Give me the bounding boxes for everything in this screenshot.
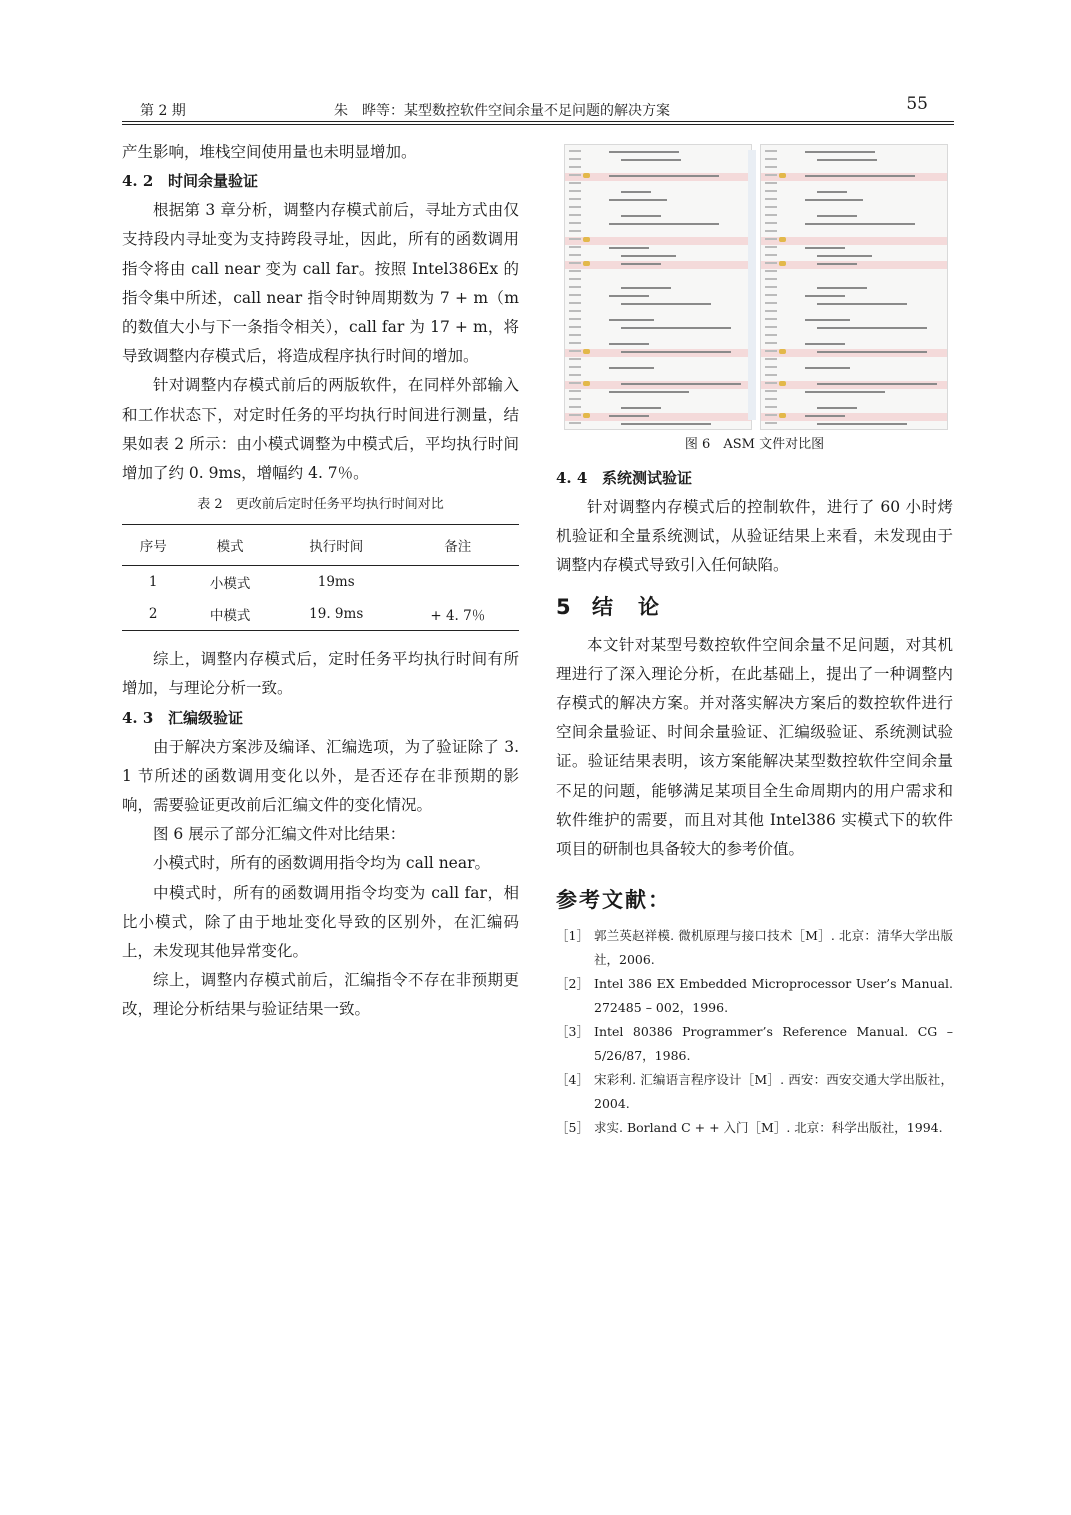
code-text-mark [621,407,661,409]
asm-compare-figure [564,144,949,428]
code-text-mark [621,383,741,385]
code-text-mark [609,199,667,201]
code-text-mark [805,367,850,369]
code-line [565,189,751,197]
code-line [761,205,947,213]
code-line [565,317,751,325]
left-column [122,138,519,1025]
code-line [565,229,751,237]
code-line [565,269,751,277]
code-line [565,213,751,221]
section-number: 4. 4 [556,469,588,487]
line-number-mark [765,174,777,176]
line-number-mark [765,246,777,248]
line-number-mark [765,254,777,256]
code-line [761,165,947,173]
line-number-mark [765,390,777,392]
reference-item [556,924,953,972]
code-line [761,421,947,429]
asm-file-pane-small-model [564,144,752,430]
table-cell [397,566,519,599]
line-number-mark [569,150,581,152]
line-number-mark [765,182,777,184]
code-text-mark [621,215,661,217]
code-line [565,309,751,317]
code-line [565,413,751,421]
section-title: 汇编级验证 [168,708,244,727]
diff-marker-icon [779,261,786,266]
code-text-mark [609,415,649,417]
code-text-mark [817,191,847,193]
code-line [761,317,947,325]
code-line [761,373,947,381]
line-number-mark [569,382,581,384]
code-line [565,285,751,293]
reference-number: ［4］ [556,1072,589,1088]
line-number-mark [569,310,581,312]
line-number-mark [569,374,581,376]
code-text-mark [805,295,845,297]
table-cell: 1 [148,574,158,591]
reference-item [556,1116,953,1140]
code-line [761,181,947,189]
code-text-mark [609,247,649,249]
code-line [565,349,751,357]
line-number-mark [765,366,777,368]
section-number: 4. 3 [122,708,154,727]
code-text-mark [609,223,719,225]
line-number-mark [765,150,777,152]
code-text-mark [805,199,863,201]
line-number-mark [765,158,777,160]
paragraph: 图 6 展示了部分汇编文件对比结果： [153,825,406,844]
table-header-cell: 模式 [184,525,275,566]
code-text-mark [609,367,654,369]
code-line [761,173,947,181]
code-line [761,213,947,221]
line-number-mark [569,390,581,392]
code-line [761,293,947,301]
code-text-mark [609,151,679,153]
code-text-mark [805,175,915,177]
line-number-mark [765,214,777,216]
reference-text: 宋彩利. 汇编语言程序设计［M］. 西安：西安交通大学出版社，2004. [594,1072,953,1112]
code-text-mark [621,327,731,329]
code-line [761,309,947,317]
line-number-mark [569,198,581,200]
diff-marker-icon [779,237,786,242]
code-line [565,341,751,349]
line-number-mark [765,334,777,336]
paragraph: 本文针对某型号数控软件空间余量不足问题，对其机理进行了深入理论分析，在此基础上，提出了一种调整内存模式的解决方案。并对落实解决方案后的数控软件进行空间余量验证、时间余量验证、汇编级验证、系统测试验证。验证结果表明，该方案能解决某型数控软件空间余量不足的问题，能够满足某项目全生命周期内的用户需求和软件维护的需要，而且对其他 Intel386 实模式下的软件项目的研制也具备较大的参考价值。 [556,635,953,859]
diff-marker-icon [779,349,786,354]
line-number-mark [765,326,777,328]
diff-marker-icon [583,237,590,242]
code-line [565,173,751,181]
code-line [761,253,947,261]
references-heading: 参考文献： [556,888,671,913]
line-number-mark [569,286,581,288]
code-text-mark [817,407,857,409]
diff-marker-icon [779,413,786,418]
scrollbar [748,150,756,420]
table-row [122,598,519,631]
line-number-mark [569,262,581,264]
line-number-mark [569,222,581,224]
code-line [565,149,751,157]
table-cell: 中模式 [184,598,275,631]
code-line [761,381,947,389]
code-line [565,389,751,397]
diff-marker-icon [583,261,590,266]
code-line [761,389,947,397]
paragraph: 针对调整内存模式后的控制软件，进行了 60 小时烤机验证和全量系统测试，从验证结果上来看，未发现由于调整内存模式导致引入任何缺陷。 [556,498,953,575]
code-text-mark [805,151,875,153]
page-number: 55 [906,94,928,114]
line-number-mark [569,238,581,240]
code-line [565,181,751,189]
code-line [565,261,751,269]
line-number-mark [569,414,581,416]
right-column [556,142,953,1140]
section-heading-4-3 [122,704,519,733]
line-number-mark [569,350,581,352]
code-line [761,357,947,365]
code-line [565,333,751,341]
code-line [761,277,947,285]
reference-number: ［2］ [556,976,589,992]
code-line [565,165,751,173]
code-line [565,421,751,429]
code-text-mark [817,255,872,257]
line-number-mark [569,190,581,192]
section-title: 系统测试验证 [602,469,693,487]
header-rule [122,121,954,122]
code-line [761,237,947,245]
code-line [761,221,947,229]
section-heading-5 [556,589,953,625]
code-text-mark [609,391,689,393]
code-text-mark [817,215,857,217]
code-text-mark [817,287,867,289]
code-line [761,413,947,421]
table-cell: 19ms [317,574,355,591]
line-number-mark [765,198,777,200]
line-number-mark [569,174,581,176]
paragraph: 小模式时，所有的函数调用指令均为 call near。 [153,854,490,873]
code-line [565,325,751,333]
code-line [565,301,751,309]
issue-label: 第 2 期 [140,103,186,119]
code-line [761,197,947,205]
code-text-mark [817,423,907,425]
table-cell: 19. 9ms [276,598,397,631]
code-line [565,397,751,405]
running-title: 朱 晔等：某型数控软件空间余量不足问题的解决方案 [334,103,670,119]
reference-text: 求实. Borland C + + 入门［M］. 北京：科学出版社，1994. [594,1120,943,1136]
line-number-mark [765,206,777,208]
line-number-mark [569,214,581,216]
header-rule-thin [122,124,954,125]
reference-list [556,924,953,1140]
code-line [761,229,947,237]
line-number-mark [569,166,581,168]
code-text-mark [805,415,845,417]
code-line [565,277,751,285]
reference-text: Intel 386 EX Embedded Microprocessor User’s Manual. 272485 – 002，1996. [594,976,953,1016]
code-line [761,245,947,253]
line-number-mark [569,318,581,320]
table-cell: 2 [122,598,184,631]
code-line [565,373,751,381]
line-number-mark [569,294,581,296]
code-text-mark [621,423,711,425]
table-header-cell: 执行时间 [276,525,397,566]
line-number-mark [765,238,777,240]
section-number: 5 [556,594,573,619]
paragraph: 针对调整内存模式前后的两版软件，在同样外部输入和工作状态下，对定时任务的平均执行时间进行测量，结果如表 2 所示：由小模式调整为中模式后，平均执行时间增加了约 0. 9ms，增幅约 4. 7％。 [122,376,519,483]
code-line [565,357,751,365]
code-text-mark [621,351,731,353]
table-cell: 小模式 [209,576,251,593]
code-text-mark [805,247,845,249]
table-row [122,566,519,599]
line-number-mark [765,318,777,320]
line-number-mark [765,270,777,272]
code-line [761,269,947,277]
paragraph: 由于解决方案涉及编译、汇编选项，为了验证除了 3. 1 节所述的函数调用变化以外，是否还存在非预期的影响，需要验证更改前后汇编文件的变化情况。 [122,737,519,815]
code-line [761,157,947,165]
reference-number: ［3］ [556,1024,589,1040]
line-number-mark [765,310,777,312]
line-number-mark [569,326,581,328]
reference-text: 郭兰英赵祥模. 微机原理与接口技术［M］. 北京：清华大学出版社，2006. [594,928,953,968]
reference-item [556,1068,953,1116]
line-number-mark [569,406,581,408]
code-line [565,221,751,229]
line-number-mark [569,302,581,304]
code-text-mark [609,319,654,321]
code-text-mark [805,223,915,225]
line-number-mark [765,422,777,424]
line-number-mark [569,366,581,368]
code-line [761,365,947,373]
code-text-mark [817,263,857,265]
line-number-mark [569,334,581,336]
section-title: 结 论 [592,594,661,619]
diff-marker-icon [583,349,590,354]
diff-marker-icon [583,413,590,418]
code-text-mark [621,191,651,193]
line-number-mark [569,206,581,208]
line-number-mark [765,222,777,224]
line-number-mark [569,230,581,232]
diff-marker-icon [779,173,786,178]
line-number-mark [569,270,581,272]
code-text-mark [805,391,885,393]
paragraph: 综上，调整内存模式前后，汇编指令不存在非预期更改，理论分析结果与验证结果一致。 [122,971,519,1019]
line-number-mark [765,302,777,304]
running-header [122,96,954,120]
line-number-mark [765,350,777,352]
section-heading-4-2 [122,167,519,196]
code-text-mark [817,351,927,353]
code-line [565,245,751,253]
paragraph: 产生影响，堆栈空间使用量也未明显增加。 [122,143,417,161]
table-header-cell: 序号 [122,525,184,566]
code-line [761,333,947,341]
line-number-mark [765,382,777,384]
line-number-mark [569,422,581,424]
code-line [565,237,751,245]
results-table [122,524,519,631]
section-title: 时间余量验证 [168,172,259,191]
line-number-mark [569,158,581,160]
code-text-mark [817,159,877,161]
paragraph: 中模式时，所有的函数调用指令均变为 call far，相比小模式，除了由于地址变化导致的区别外，在汇编码上，未发现其他异常变化。 [122,883,519,961]
reference-number: ［1］ [556,928,589,944]
diff-marker-icon [583,381,590,386]
code-text-mark [817,383,937,385]
line-number-mark [765,286,777,288]
line-number-mark [765,262,777,264]
code-line [761,301,947,309]
code-line [761,189,947,197]
code-line [761,325,947,333]
code-line [565,157,751,165]
line-number-mark [765,406,777,408]
section-number: 4. 2 [122,172,154,191]
code-line [761,405,947,413]
diff-marker-icon [583,173,590,178]
line-number-mark [765,374,777,376]
diff-marker-icon [779,381,786,386]
code-line [761,149,947,157]
line-number-mark [765,166,777,168]
asm-file-pane-medium-model [760,144,948,430]
line-number-mark [569,254,581,256]
table-caption: 表 2 更改前后定时任务平均执行时间对比 [197,497,444,513]
paragraph: 根据第 3 章分析，调整内存模式前后，寻址方式由仅支持段内寻址变为支持跨段寻址，因此，所有的函数调用指令将由 call near 变为 call far。按照 Intel386Ex 的指令集中所述，call near 指令时钟周期数为 7 + m（m 的数值大小与下一条指令相关），call far 为 17 + m，将导致调整内存模式后，将造成程序执行时间的增加。 [122,201,519,366]
code-text-mark [817,303,907,305]
reference-text: Intel 80386 Programmer’s Reference Manual. CG – 5/26/87，1986. [594,1024,953,1064]
code-text-mark [621,303,711,305]
code-line [761,261,947,269]
code-text-mark [609,175,719,177]
line-number-mark [569,246,581,248]
code-line [565,253,751,261]
code-line [565,381,751,389]
paragraph: 综上，调整内存模式后，定时任务平均执行时间有所增加，与理论分析一致。 [122,650,519,698]
code-text-mark [621,159,681,161]
line-number-mark [765,414,777,416]
code-line [565,405,751,413]
code-line [565,365,751,373]
code-line [761,341,947,349]
line-number-mark [765,342,777,344]
line-number-mark [765,398,777,400]
reference-item [556,1020,953,1068]
code-text-mark [805,343,845,345]
line-number-mark [765,294,777,296]
line-number-mark [569,278,581,280]
code-text-mark [609,295,649,297]
code-text-mark [621,287,671,289]
code-line [565,293,751,301]
code-text-mark [609,343,649,345]
section-heading-4-4 [556,464,953,493]
code-line [565,197,751,205]
line-number-mark [765,190,777,192]
table-cell: + 4. 7％ [397,598,519,631]
code-text-mark [621,263,661,265]
code-line [761,397,947,405]
line-number-mark [765,230,777,232]
table-header-cell: 备注 [397,525,519,566]
line-number-mark [765,358,777,360]
figure-caption: 图 6 ASM 文件对比图 [684,437,825,452]
code-line [565,205,751,213]
line-number-mark [569,358,581,360]
code-text-mark [805,319,850,321]
code-line [761,285,947,293]
code-line [761,349,947,357]
code-text-mark [817,327,927,329]
reference-item [556,972,953,1020]
code-text-mark [621,255,676,257]
line-number-mark [569,398,581,400]
reference-number: ［5］ [556,1120,589,1136]
line-number-mark [569,342,581,344]
line-number-mark [765,278,777,280]
line-number-mark [569,182,581,184]
